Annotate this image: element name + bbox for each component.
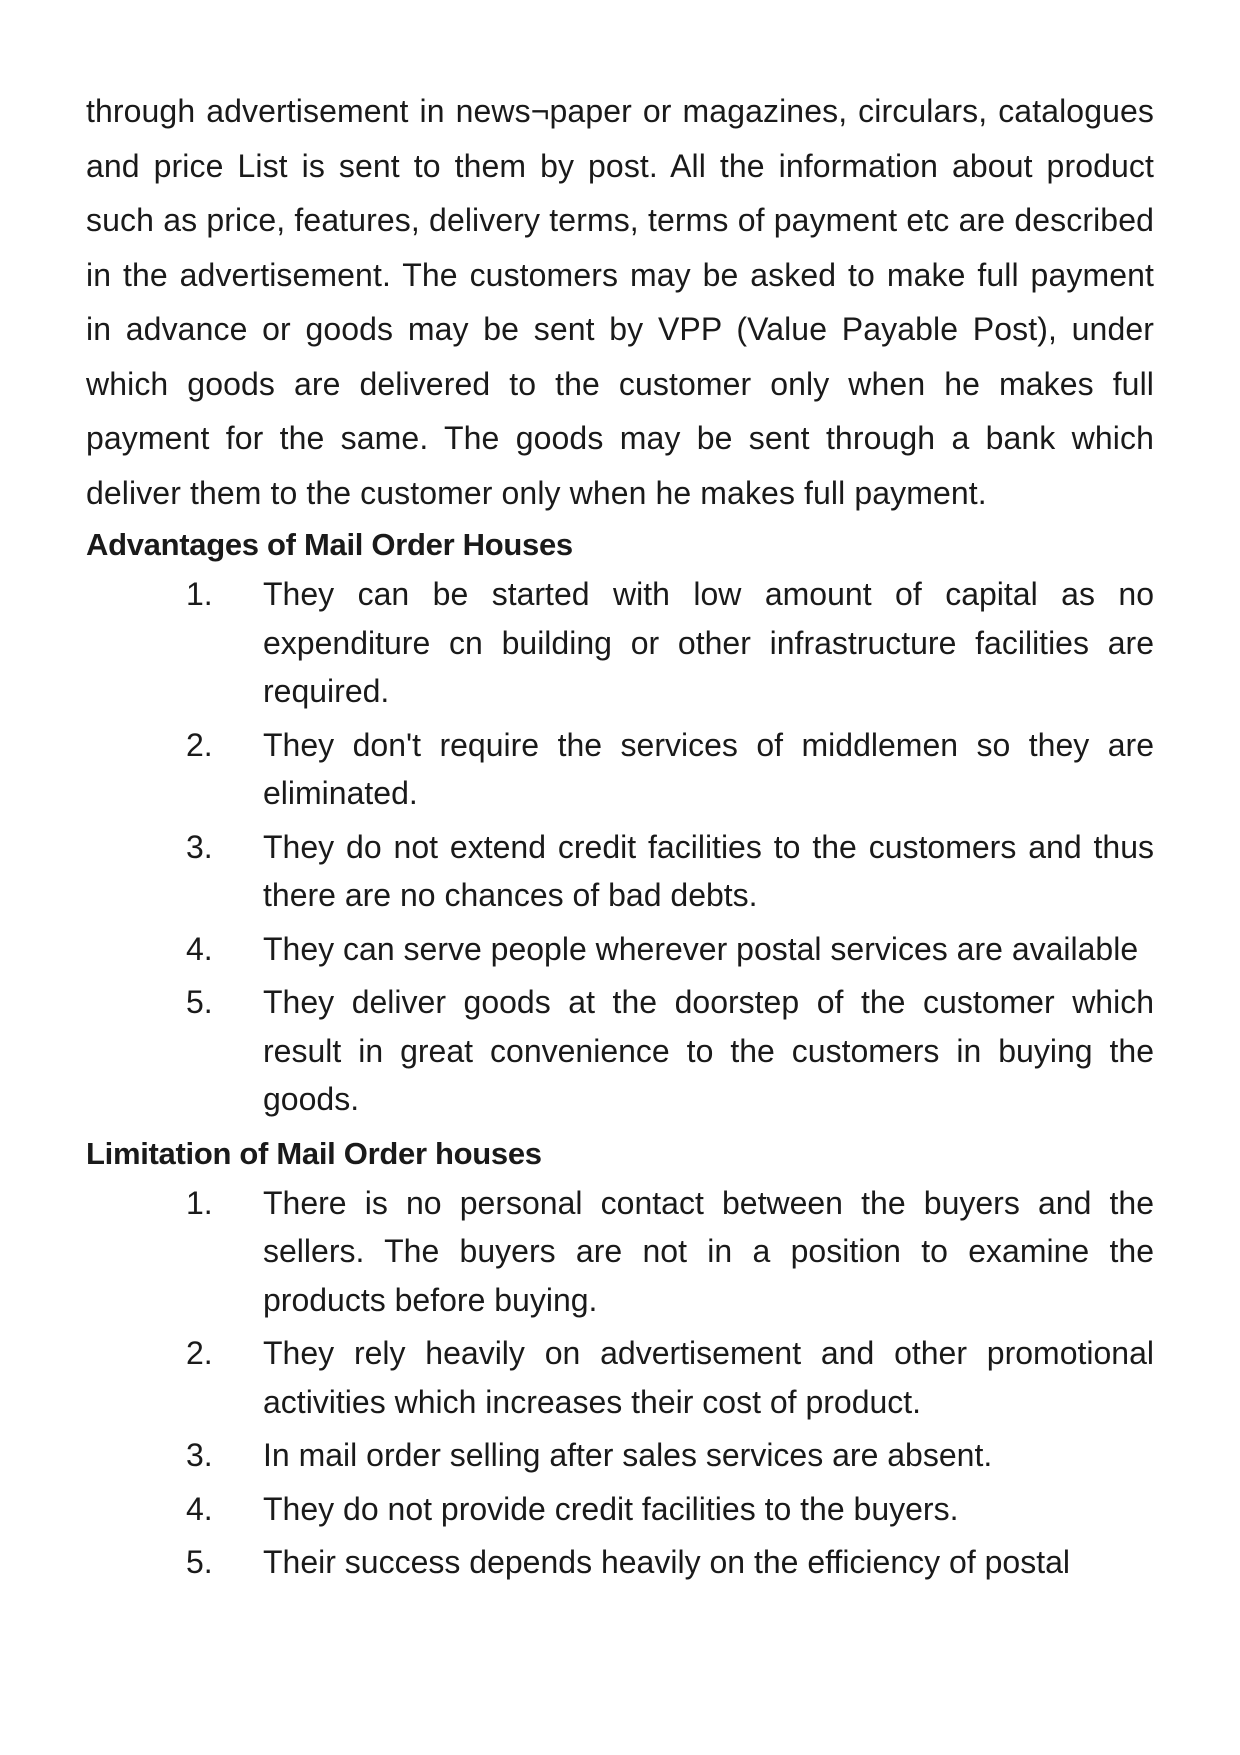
list-item — [86, 1485, 1154, 1534]
intro-paragraph: through advertisement in news¬paper or magazines, circulars, catalogues and price List is sent to them by post. All the information about product such as price, features, delivery terms, terms of payment etc are described in the advertisement. The customers may be asked to make full payment in advance or goods may be sent by VPP (Value Payable Post), under which goods are delivered to the customer only when he makes full payment for the same. The goods may be sent through a bank which deliver them to the customer only when he makes full payment. — [86, 93, 1154, 511]
list-item — [86, 721, 1154, 818]
item-number: 1. — [186, 576, 213, 612]
limitations-heading: Limitation of Mail Order houses — [86, 1135, 542, 1171]
item-text: They rely heavily on advertisement and other promotional activities which increases their cost of product. — [263, 1335, 1154, 1420]
item-number: 4. — [186, 930, 213, 967]
list-item — [86, 1179, 1154, 1325]
item-number: 4. — [186, 1490, 213, 1527]
document-page — [86, 84, 1154, 1592]
list-item — [86, 978, 1154, 1124]
item-text: They can serve people wherever postal services are available — [263, 930, 1139, 967]
item-number: 5. — [186, 1544, 213, 1580]
item-text: They can be started with low amount of capital as no expenditure cn building or other infrastructure facilities are required. — [263, 576, 1154, 709]
list-item — [86, 925, 1154, 974]
item-number: 3. — [186, 828, 213, 865]
item-text: They deliver goods at the doorstep of the customer which result in great convenience to the customers in buying the goods. — [263, 984, 1154, 1117]
item-number: 2. — [186, 1335, 213, 1371]
list-item — [86, 823, 1154, 920]
item-text: They do not extend credit facilities to the customers and thus there are no chances of bad debts. — [263, 828, 1154, 913]
item-text: They do not provide credit facilities to the buyers. — [263, 1490, 959, 1527]
limitations-list — [86, 1179, 1154, 1587]
item-number: 5. — [186, 984, 213, 1020]
list-item — [86, 570, 1154, 716]
list-item — [86, 1538, 1154, 1587]
item-number: 1. — [186, 1184, 213, 1221]
item-number: 2. — [186, 726, 213, 763]
item-text: They don't require the services of middlemen so they are eliminated. — [263, 726, 1154, 811]
item-text: Their success depends heavily on the efficiency of postal — [263, 1544, 1070, 1580]
item-text: There is no personal contact between the buyers and the sellers. The buyers are not in a position to examine the products before buying. — [263, 1184, 1154, 1318]
item-number: 3. — [186, 1437, 213, 1473]
list-item — [86, 1431, 1154, 1480]
advantages-list — [86, 570, 1154, 1124]
list-item — [86, 1329, 1154, 1426]
item-text: In mail order selling after sales services are absent. — [263, 1437, 993, 1473]
advantages-heading: Advantages of Mail Order Houses — [86, 527, 573, 562]
